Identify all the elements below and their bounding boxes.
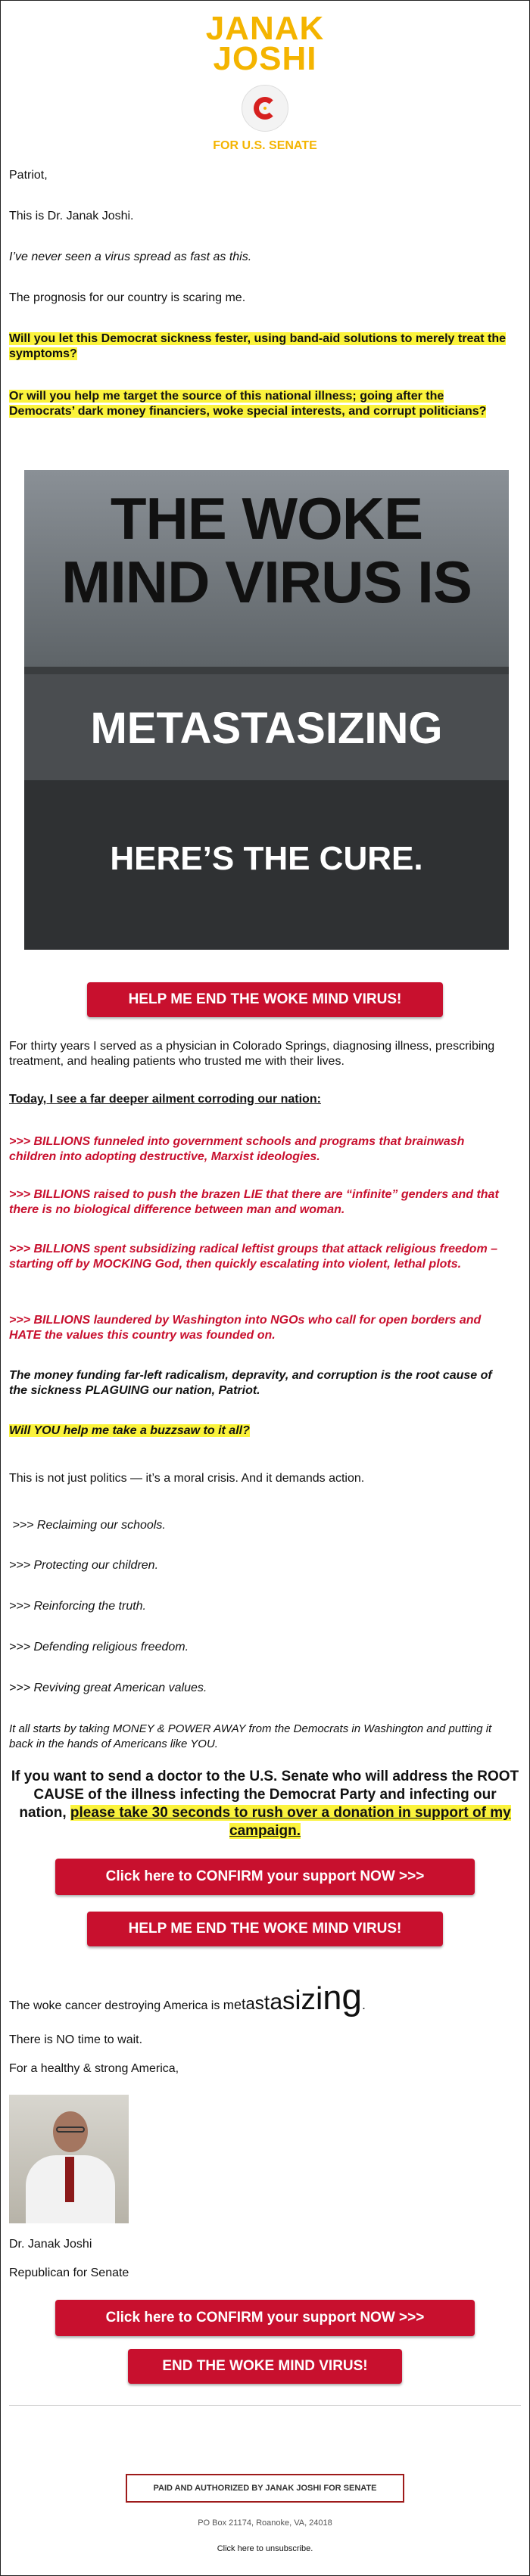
candidate-photo	[9, 2095, 129, 2223]
cancer-growing-word: metastasizing	[223, 1977, 363, 2018]
cancer-text: The woke cancer destroying America is	[9, 1999, 223, 2012]
question-1	[9, 331, 509, 362]
buzzsaw-line	[9, 1423, 250, 1439]
ailment-heading: Today, I see a far deeper ailment corroding our nation:	[9, 1093, 321, 1106]
bullet-1: >>> BILLIONS funneled into government schools and programs that brainwash children into adopting destructive, Marxist ideologies.	[9, 1135, 465, 1163]
hero-line-2: MIND VIRUS IS	[61, 549, 472, 615]
action-item: >>> Reinforcing the truth.	[9, 1600, 146, 1613]
healthy-line: For a healthy & strong America,	[9, 2062, 179, 2075]
end-woke-virus-button-1[interactable]: HELP ME END THE WOKE MIND VIRUS!	[87, 982, 443, 1017]
end-woke-virus-button-2[interactable]: HELP ME END THE WOKE MIND VIRUS!	[87, 1912, 443, 1946]
question-2	[9, 389, 509, 419]
hero-line-1: THE WOKE	[110, 485, 423, 552]
question-2-text: Or will you help me target the source of this national illness; going after the Democrats’ dark money financiers, woke special interests, and corrupt politicians?	[9, 390, 487, 418]
paid-for-box: PAID AND AUTHORIZED BY JANAK JOSHI FOR SENATE	[126, 2474, 404, 2503]
no-time-line: There is NO time to wait.	[9, 2033, 143, 2046]
logo-subtitle: FOR U.S. SENATE	[213, 139, 317, 152]
hero-image[interactable]	[24, 470, 509, 950]
end-woke-virus-button-3[interactable]: END THE WOKE MIND VIRUS!	[128, 2349, 402, 2384]
colorado-seal-icon	[242, 85, 288, 132]
bullet-2: >>> BILLIONS raised to push the brazen LIE that there are “infinite” genders and that there is no biological difference between man and woman.	[9, 1188, 499, 1216]
physician-paragraph: For thirty years I served as a physician in Colorado Springs, diagnosing illness, prescribing treatment, and healing patients who trusted me with their lives.	[9, 1040, 495, 1068]
root-cause-paragraph: The money funding far-left radicalism, depravity, and corruption is the root cause of the sickness PLAGUING our nation, Patriot.	[9, 1369, 492, 1397]
intro-line: This is Dr. Janak Joshi.	[9, 210, 134, 222]
campaign-logo	[9, 0, 521, 153]
action-item: >>> Reclaiming our schools.	[9, 1519, 166, 1532]
confirm-support-button-2[interactable]: Click here to CONFIRM your support NOW >>>	[55, 2300, 475, 2336]
logo-name-first: JANAK	[205, 10, 325, 47]
moral-crisis-line: This is not just politics — it’s a moral crisis. And it demands action.	[9, 1472, 365, 1485]
doctor-appeal-text: If you want to send a doctor to the U.S. Senate who will address the ROOT CAUSE of the illness infecting the Democrat Party and infecting our nation,	[11, 1769, 519, 1821]
action-item: >>> Defending religious freedom.	[9, 1641, 189, 1654]
cancer-line: The woke cancer destroying America is metastasizing.	[9, 1977, 366, 2018]
action-item: >>> Reviving great American values.	[9, 1682, 207, 1694]
email-body	[9, 0, 521, 2553]
prognosis-line: The prognosis for our country is scaring me.	[9, 291, 246, 304]
doctor-appeal	[9, 1768, 521, 1840]
buzzsaw-text: Will YOU help me take a buzzsaw to it all?	[9, 1424, 250, 1437]
bullet-3: >>> BILLIONS spent subsidizing radical leftist groups that attack religious freedom – starting off by MOCKING God, then quickly escalating into violent, lethal plots.	[9, 1243, 498, 1271]
bullet-4: >>> BILLIONS laundered by Washington into NGOs who call for open borders and HATE the values this country was founded on.	[9, 1314, 482, 1342]
signature-name: Dr. Janak Joshi	[9, 2238, 92, 2251]
money-power-paragraph: It all starts by taking MONEY & POWER AWAY from the Democrats in Washington and putting it back in the hands of Americans like YOU.	[9, 1722, 492, 1750]
greeting: Patriot,	[9, 169, 48, 182]
action-item: >>> Protecting our children.	[9, 1559, 159, 1572]
confirm-support-button-1[interactable]: Click here to CONFIRM your support NOW >>>	[55, 1859, 475, 1895]
unsubscribe-link[interactable]: Click here to unsubscribe.	[217, 2544, 313, 2553]
footer-address: PO Box 21174, Roanoke, VA, 24018	[198, 2518, 332, 2528]
donate-link[interactable]: please take 30 seconds to rush over a donation in support of my campaign.	[70, 1805, 511, 1839]
hero-line-4: HERE’S THE CURE.	[110, 840, 423, 877]
footer-divider	[9, 2405, 521, 2406]
question-1-text: Will you let this Democrat sickness fester, using band-aid solutions to merely treat the symptoms?	[9, 332, 507, 360]
virus-line: I’ve never seen a virus spread as fast as this.	[9, 250, 252, 263]
logo-name-last: JOSHI	[213, 40, 317, 77]
signature-title: Republican for Senate	[9, 2266, 129, 2279]
hero-line-3: METASTASIZING	[90, 704, 443, 753]
